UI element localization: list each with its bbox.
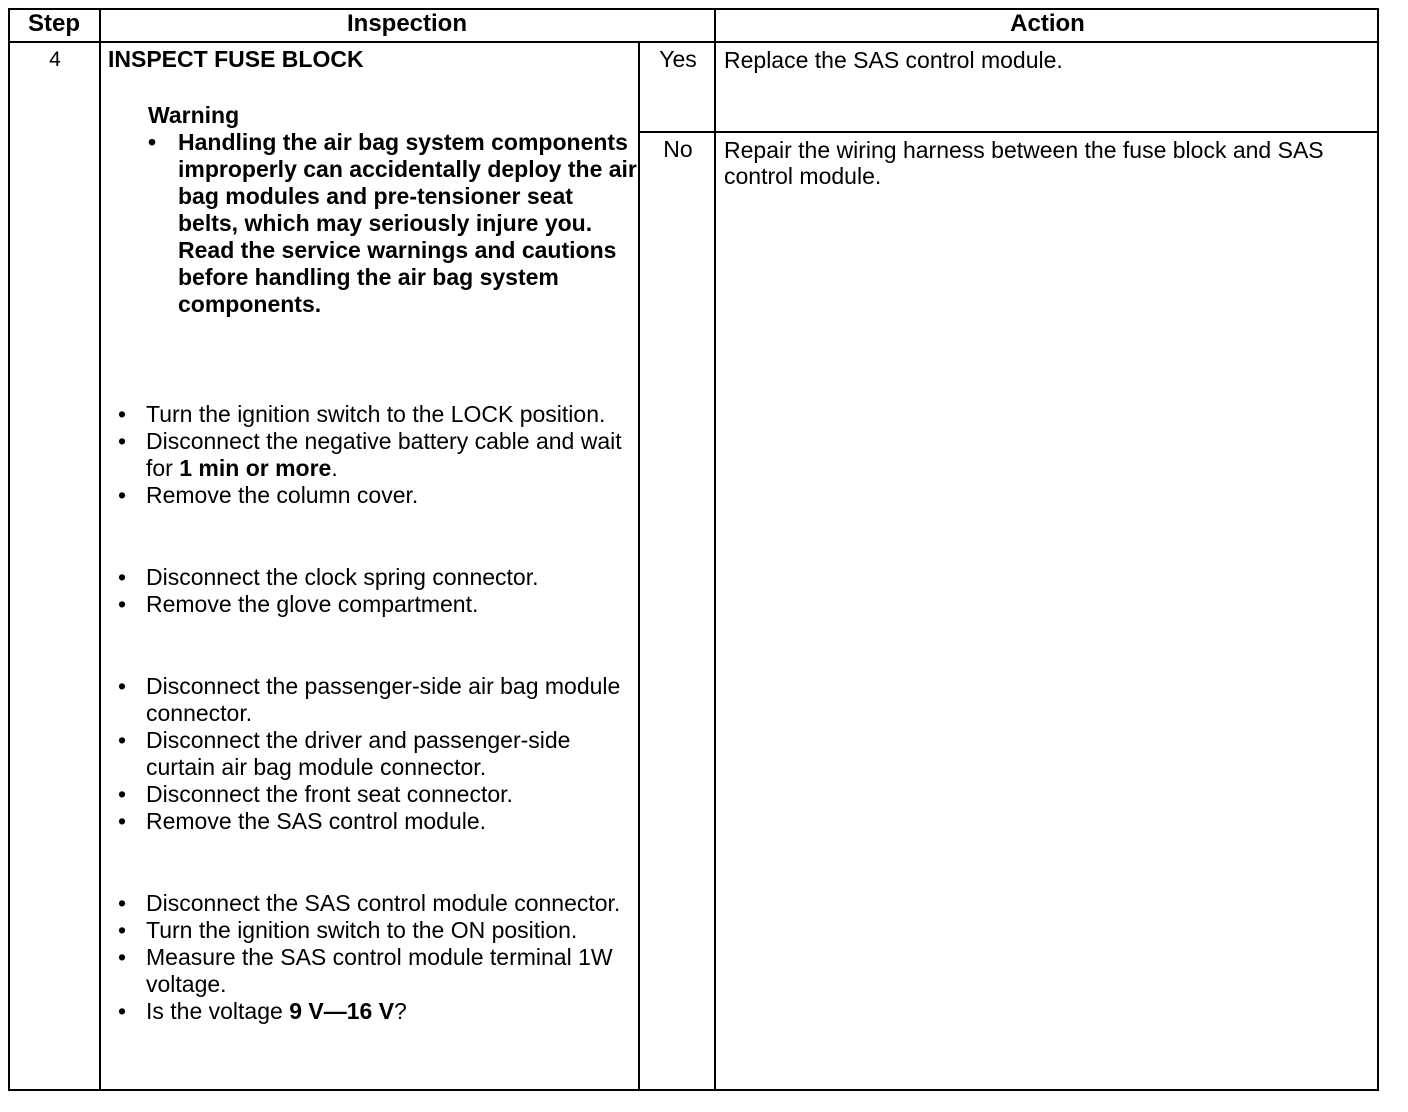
emphasized-value: 1 min or more — [179, 455, 332, 481]
action-yes: Replace the SAS control module. — [724, 47, 1063, 73]
inspection-group-2 — [108, 564, 638, 618]
inspection-item: • Disconnect the passenger-side air bag module connector. — [108, 673, 638, 727]
inspection-item: • Remove the glove compartment. — [108, 591, 638, 618]
inspection-item: • Turn the ignition switch to the LOCK position. — [108, 401, 638, 428]
inspection-item: • Disconnect the front seat connector. — [108, 781, 638, 808]
inspection-group-1 — [108, 401, 638, 509]
warning-label: Warning — [148, 102, 240, 128]
header-step: Step — [27, 10, 80, 37]
inspection-item: • Measure the SAS control module terminal 1W voltage. — [108, 944, 638, 998]
header-inspection: Inspection — [346, 10, 467, 37]
action-column-divider — [714, 8, 716, 1091]
inspection-cell — [108, 46, 638, 1025]
header-action: Action — [1010, 10, 1085, 37]
step-column-divider — [99, 8, 101, 1091]
inspection-item: • Disconnect the negative battery cable and wait for 1 min or more. — [108, 428, 638, 482]
answer-yes: Yes — [659, 46, 697, 72]
inspection-item: • Disconnect the driver and passenger-side curtain air bag module connector. — [108, 727, 638, 781]
inspection-group-4 — [108, 890, 638, 1025]
inspection-item: • Turn the ignition switch to the ON position. — [108, 917, 638, 944]
warning-list — [138, 129, 638, 318]
answer-no: No — [663, 136, 693, 162]
inspection-item: • Remove the column cover. — [108, 482, 638, 509]
answer-column-divider — [638, 42, 640, 1091]
emphasized-value: 9 V—16 V — [289, 998, 395, 1024]
inspection-item: • Remove the SAS control module. — [108, 808, 638, 835]
inspection-item: • Disconnect the SAS control module connector. — [108, 890, 638, 917]
inspection-item: • Disconnect the clock spring connector. — [108, 564, 638, 591]
warning-text: • Handling the air bag system components improperly can accidentally deploy the air bag modules and pre-tensioner seat belts, which may seriously injure you. Read the service warnings and cautions before handling the air bag system components. — [138, 129, 638, 318]
inspection-group-3 — [108, 673, 638, 835]
yes-no-divider — [638, 131, 1379, 133]
inspection-question: • Is the voltage 9 V—16 V? — [108, 998, 638, 1025]
step-number: 4 — [49, 48, 61, 71]
step-title: INSPECT FUSE BLOCK — [108, 46, 364, 72]
action-no: Repair the wiring harness between the fuse block and SAS control module. — [724, 137, 1324, 189]
